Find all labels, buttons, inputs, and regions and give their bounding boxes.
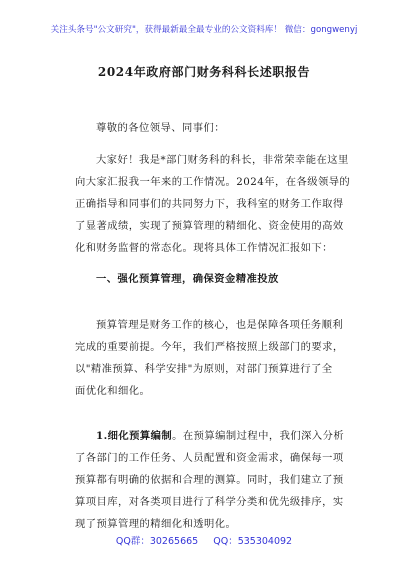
subheading-lead: 1.细化预算编制 <box>96 430 173 442</box>
promo-banner-top: 关注头条号"公文研究"，获得最新最全最专业的公文资料库！ 微信：gongwenyj <box>50 25 358 35</box>
paragraph-line: 以"精准预算、科学安排"为原则，对部门预算进行了全 <box>75 363 333 375</box>
paragraph-line: 正确指导和同事们的共同努力下，我科室的财务工作取得 <box>75 198 344 210</box>
qq-group-number: QQ群：30265665 <box>115 536 199 547</box>
paragraph-line: 预算都有明确的依据和合理的测算。同时，我们建立了预 <box>75 474 344 486</box>
document-title: 2024年政府部门财务科科长述职报告 <box>97 65 311 79</box>
section-heading <box>75 268 343 290</box>
paragraph-line: 现了预算管理的精细化和透明化。 <box>75 518 237 530</box>
salutation <box>75 117 343 139</box>
paragraph-line: 向大家汇报我一年来的工作情况。2024年，在各级领导的 <box>75 176 351 188</box>
paragraph-line: 大家好！我是*部门财务科的科长，非常荣幸能在这里 <box>96 154 349 166</box>
budget-compilation-paragraph <box>75 425 343 535</box>
qq-contact-number: QQ：535304092 <box>213 536 293 547</box>
section-heading-text: 一、强化预算管理，确保资金精准投放 <box>96 273 279 285</box>
intro-paragraph <box>75 149 351 259</box>
paragraph-line: 面优化和细化。 <box>75 385 151 397</box>
paragraph-line: 算项目库，对各类项目进行了科学分类和优先级排序，实 <box>75 496 344 508</box>
paragraph-line: 了显著成绩，实现了预算管理的精细化、资金使用的高效 <box>75 220 344 232</box>
paragraph-line: 完成的重要前提。今年，我们严格按照上级部门的要求， <box>75 341 344 353</box>
promo-banner-bottom <box>0 533 408 547</box>
paragraph-line-rest: 。在预算编制过程中，我们深入分析 <box>172 430 345 442</box>
salutation-line: 尊敬的各位领导、同事们： <box>96 122 225 134</box>
paragraph-line: 化和财务监督的常态化。现将具体工作情况汇报如下： <box>75 242 333 254</box>
paragraph-line: 预算管理是财务工作的核心，也是保障各项任务顺利 <box>96 319 344 331</box>
paragraph-line: 了各部门的工作任务、人员配置和资金需求，确保每一项 <box>75 452 344 464</box>
paragraph-line <box>75 425 343 447</box>
budget-paragraph <box>75 314 343 402</box>
